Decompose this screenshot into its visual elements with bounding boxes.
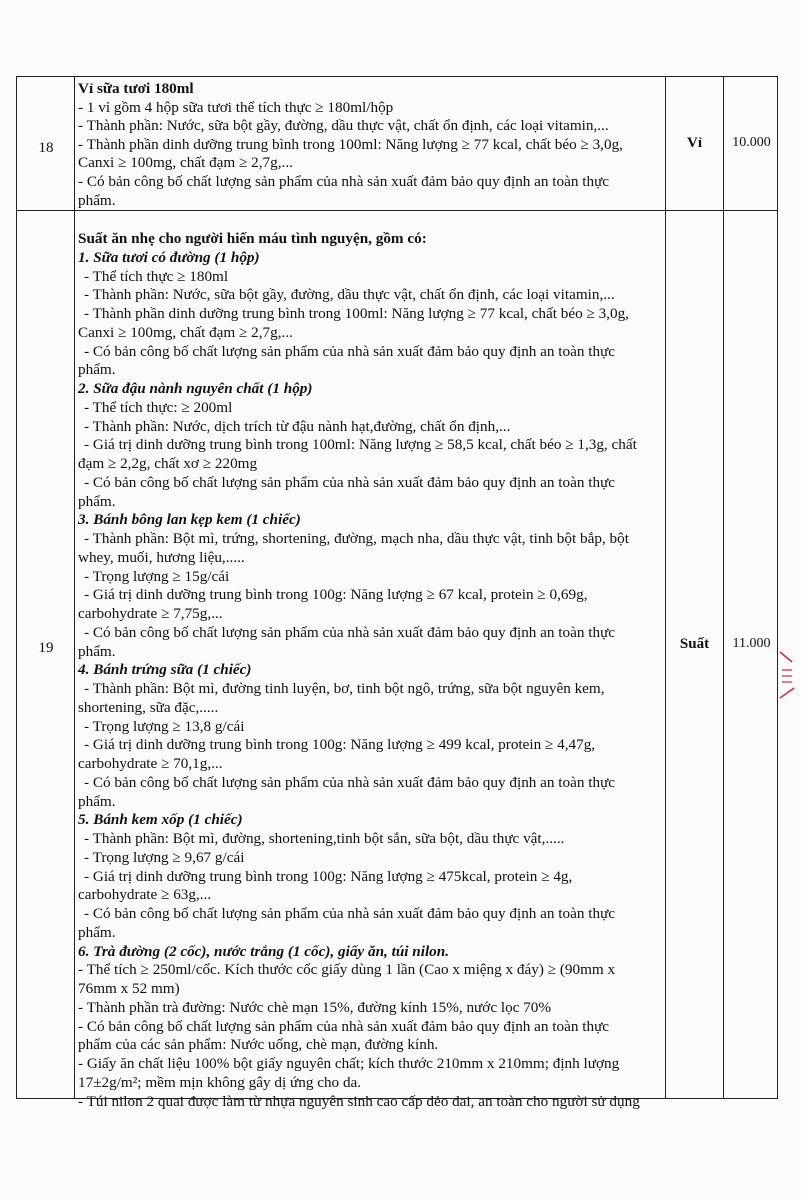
desc-line: phẩm. [78, 361, 116, 379]
items-table [16, 76, 778, 1110]
desc-line: phẩm của các sản phẩm: Nước uống, chè mạn, đường kính. [78, 1036, 439, 1054]
sub-item-title: 1. Sữa tươi có đường (1 hộp) [78, 248, 260, 266]
unit-cell: Suất [679, 636, 710, 652]
desc-line: phẩm. [78, 923, 116, 941]
desc-line: - Thể tích ≥ 250ml/cốc. Kích thước cốc giấy dùng 1 lần (Cao x miệng x đáy) ≥ (90mm x [78, 961, 616, 979]
desc-line: - Có bản công bố chất lượng sản phẩm của nhà sản xuất đảm bảo quy định an toàn thực [84, 623, 616, 641]
desc-line: - Có bản công bố chất lượng sản phẩm của nhà sản xuất đảm bảo quy định an toàn thực [78, 172, 610, 190]
desc-line: whey, muối, hương liệu,..... [78, 548, 245, 566]
desc-line: phẩm. [78, 492, 116, 510]
desc-line: - Có bản công bố chất lượng sản phẩm của nhà sản xuất đảm bảo quy định an toàn thực [78, 1017, 610, 1035]
column-divider [665, 77, 666, 1098]
desc-line: - Thể tích thực: ≥ 200ml [84, 398, 233, 416]
desc-line: - Giá trị dinh dưỡng trung bình trong 100g: Năng lượng ≥ 475kcal, protein ≥ 4g, [84, 867, 573, 885]
desc-line: - Giá trị dinh dưỡng trung bình trong 100g: Năng lượng ≥ 499 kcal, protein ≥ 4,47g, [84, 736, 596, 754]
desc-line: phẩm. [78, 191, 116, 209]
stamp-edge-mark [776, 648, 798, 704]
quantity-cell: 11.000 [732, 636, 771, 651]
desc-line: - Thành phần: Nước, sữa bột gầy, đường, dầu thực vật, chất ổn định, các loại vitamin,... [84, 286, 615, 304]
sub-item-title: 5. Bánh kem xốp (1 chiếc) [78, 811, 243, 829]
desc-line: phẩm. [78, 792, 116, 810]
desc-line: - Có bản công bố chất lượng sản phẩm của nhà sản xuất đảm bảo quy định an toàn thực [84, 473, 616, 491]
item-title: Vỉ sữa tươi 180ml [78, 80, 194, 97]
sub-item-title: 2. Sữa đậu nành nguyên chất (1 hộp) [78, 380, 313, 397]
row-number: 18 [38, 140, 54, 156]
row-19-description [78, 230, 640, 1111]
desc-line: carbohydrate ≥ 70,1g,... [78, 755, 223, 772]
desc-line: - Thành phần: Nước, sữa bột gầy, đường, dầu thực vật, chất ổn định, các loại vitamin,... [78, 117, 609, 135]
column-divider [723, 77, 724, 1098]
desc-line: - Thành phần: Nước, dịch trích từ đậu nành hạt,đường, chất ổn định,... [84, 417, 511, 435]
desc-line: - Trọng lượng ≥ 13,8 g/cái [84, 717, 245, 735]
desc-line: - Giấy ăn chất liệu 100% bột giấy nguyên chất; kích thước 210mm x 210mm; định lượng [78, 1055, 620, 1072]
column-divider [74, 77, 75, 1098]
desc-line: - Thành phần trà đường: Nước chè mạn 15%, đường kính 15%, nước lọc 70% [78, 998, 552, 1016]
desc-line: - Có bản công bố chất lượng sản phẩm của nhà sản xuất đảm bảo quy định an toàn thực [84, 342, 616, 360]
quantity-cell: 10.000 [732, 135, 771, 150]
desc-line: - Trọng lượng ≥ 9,67 g/cái [84, 848, 245, 866]
desc-line: 76mm x 52 mm) [78, 980, 180, 997]
desc-line: shortening, sữa đặc,..... [78, 698, 219, 716]
row-18-description [78, 80, 623, 210]
row-number: 19 [38, 640, 54, 656]
desc-line: phẩm. [78, 642, 116, 660]
desc-line: - Túi nilon 2 quai được làm từ nhựa nguyên sinh cao cấp dẻo dai, an toàn cho người sử dụng [78, 1092, 640, 1110]
desc-line: carbohydrate ≥ 63g,... [78, 886, 212, 904]
sub-item-title: 4. Bánh trứng sữa (1 chiếc) [78, 661, 252, 679]
desc-line: Canxi ≥ 100mg, chất đạm ≥ 2,7g,... [78, 323, 293, 341]
desc-line: - 1 vỉ gồm 4 hộp sữa tươi thể tích thực ≥ 180ml/hộp [78, 98, 394, 116]
desc-line: - Có bản công bố chất lượng sản phẩm của nhà sản xuất đảm bảo quy định an toàn thực [84, 773, 616, 791]
desc-line: - Có bản công bố chất lượng sản phẩm của nhà sản xuất đảm bảo quy định an toàn thực [84, 905, 616, 922]
desc-line: - Giá trị dinh dưỡng trung bình trong 100ml: Năng lượng ≥ 58,5 kcal, chất béo ≥ 1,3g, chất [84, 436, 637, 454]
desc-line: - Thành phần: Bột mì, trứng, shortening, đường, mạch nha, dầu thực vật, tinh bột bắp, bột [84, 530, 629, 547]
sub-item-title: 6. Trà đường (2 cốc), nước trắng (1 cốc), giấy ăn, túi nilon. [78, 942, 450, 960]
desc-line: đạm ≥ 2,2g, chất xơ ≥ 220mg [78, 455, 258, 472]
desc-line: 17±2g/m²; mềm mịn không gây dị ứng cho da. [78, 1073, 362, 1091]
desc-line: - Thành phần: Bột mì, đường tinh luyện, bơ, tinh bột ngô, trứng, sữa bột nguyên kem, [84, 680, 605, 697]
item-title: Suất ăn nhẹ cho người hiến máu tình nguyện, gồm có: [78, 230, 427, 247]
desc-line: Canxi ≥ 100mg, chất đạm ≥ 2,7g,... [78, 154, 293, 172]
desc-line: - Giá trị dinh dưỡng trung bình trong 100g: Năng lượng ≥ 67 kcal, protein ≥ 0,69g, [84, 586, 588, 604]
desc-line: - Thành phần dinh dưỡng trung bình trong 100ml: Năng lượng ≥ 77 kcal, chất béo ≥ 3,0g, [84, 305, 629, 322]
sub-item-title: 3. Bánh bông lan kẹp kem (1 chiếc) [78, 511, 301, 529]
desc-line: - Thành phần dinh dưỡng trung bình trong 100ml: Năng lượng ≥ 77 kcal, chất béo ≥ 3,0g, [78, 135, 623, 153]
desc-line: - Thể tích thực ≥ 180ml [84, 267, 229, 285]
desc-line: carbohydrate ≥ 7,75g,... [78, 605, 223, 622]
desc-line: - Thành phần: Bột mì, đường, shortening,tinh bột sắn, sữa bột, dầu thực vật,..... [84, 830, 565, 847]
unit-cell: Vỉ [687, 135, 702, 151]
desc-line: - Trọng lượng ≥ 15g/cái [84, 567, 230, 585]
